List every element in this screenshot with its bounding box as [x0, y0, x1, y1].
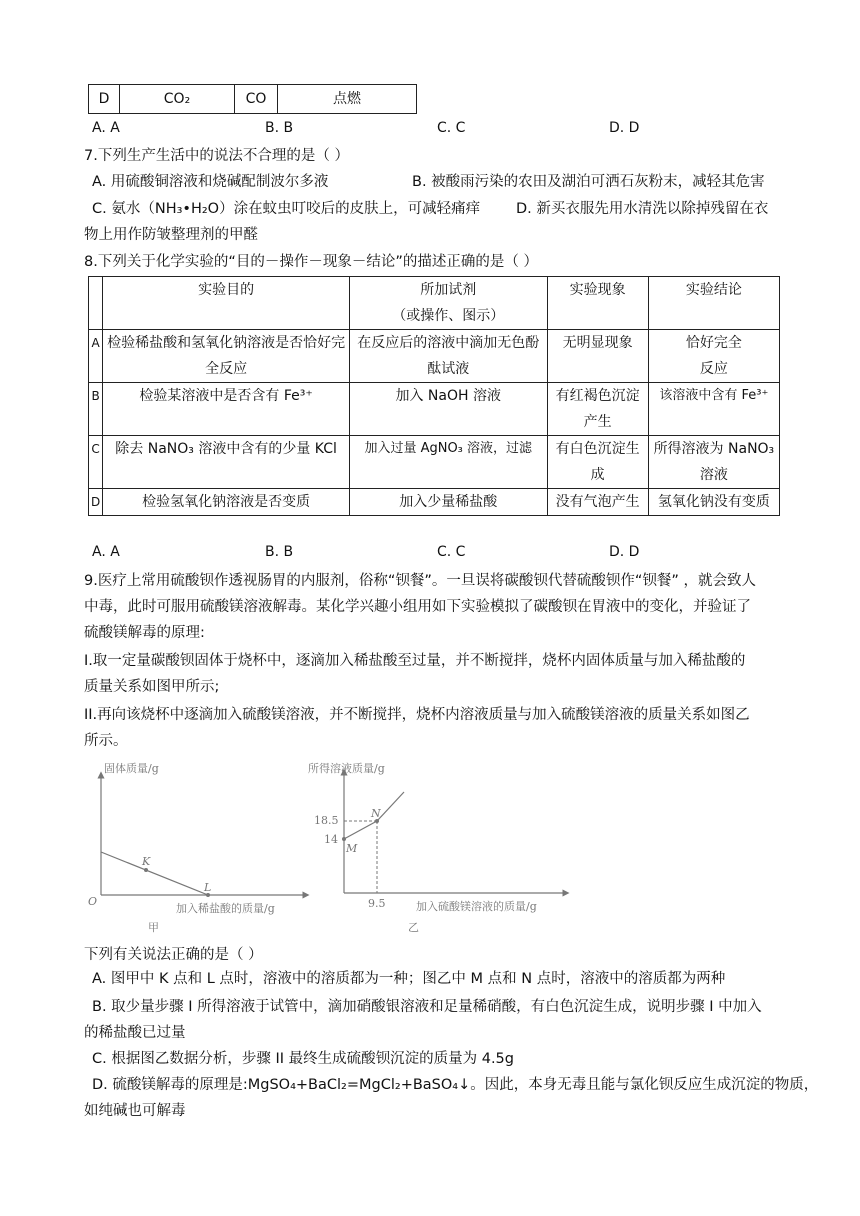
q8-row-reagent: 在反应后的溶液中滴加无色酚酞试液 — [349, 330, 547, 383]
q8-header-row — [89, 277, 780, 330]
q8-header-purpose: 实验目的 — [103, 277, 350, 330]
q7-option-a: A. 用硫酸铜溶液和烧碱配制波尔多液 — [92, 174, 329, 190]
q9-step2-b: 所示。 — [84, 733, 128, 749]
q8-row-label: B — [89, 383, 103, 436]
chart-yi-ytick-14: 14 — [324, 833, 338, 846]
chart-yi-series-line-1 — [344, 821, 377, 839]
chart-yi-xtick-9-5: 9.5 — [368, 897, 386, 910]
chart-yi-ylabel: 所得溶液质量/g — [308, 762, 385, 775]
chart-jia-xlabel: 加入稀盐酸的质量/g — [176, 902, 275, 915]
top-table-col2: CO₂ — [120, 85, 235, 114]
chart-yi-caption: 乙 — [408, 921, 419, 934]
q8-row-conclusion: 所得溶液为 NaNO₃溶液 — [648, 436, 779, 489]
chart-jia-point-k — [144, 868, 148, 872]
q9-option-b: B. 取少量步骤 I 所得溶液于试管中，滴加硝酸银溶液和足量稀硝酸，有白色沉淀生成，说明步骤 I 中加入 — [92, 999, 762, 1015]
chart-yi-ytick-18-5: 18.5 — [314, 814, 339, 827]
q6-option-a: A. A — [92, 120, 120, 136]
q8-row-label: C — [89, 436, 103, 489]
q8-row-conclusion: 氢氧化钠没有变质 — [648, 489, 779, 516]
q9-step2-a: II.再向该烧杯中逐滴加入硫酸镁溶液，并不断搅拌，烧杯内溶液质量与加入硫酸镁溶液的质量关系如图乙 — [84, 707, 750, 723]
q8-row-conclusion: 该溶液中含有 Fe³⁺ — [648, 383, 779, 436]
q8-row-conclusion: 恰好完全 反应 — [648, 330, 779, 383]
q8-row-purpose: 检验氢氧化钠溶液是否变质 — [103, 489, 350, 516]
chart-yi-xlabel: 加入硫酸镁溶液的质量/g — [416, 900, 537, 913]
q8-row-d — [89, 489, 780, 516]
q8-option-d: D. D — [609, 544, 640, 560]
q8-header-conclusion: 实验结论 — [648, 277, 779, 330]
q8-row-label: D — [89, 489, 103, 516]
q9-option-b-cont: 的稀盐酸已过量 — [84, 1025, 186, 1041]
q8-row-c — [89, 436, 780, 489]
q9-option-a: A. 图甲中 K 点和 L 点时，溶液中的溶质都为一种；图乙中 M 点和 N 点时，溶液中的溶质都为两种 — [92, 971, 726, 987]
q6-option-c: C. C — [437, 120, 466, 136]
q7-option-b: B. 被酸雨污染的农田及湖泊可洒石灰粉末，减轻其危害 — [412, 174, 765, 190]
q7-option-d-cont: 物上用作防皱整理剂的甲醛 — [84, 227, 258, 243]
q8-header-phenomenon: 实验现象 — [547, 277, 648, 330]
q8-row-purpose: 检验稀盐酸和氢氧化钠溶液是否恰好完全反应 — [103, 330, 350, 383]
q9-paragraph-1: 9.医疗上常用硫酸钡作透视肠胃的内服剂，俗称“钡餐”。一旦误将碳酸钡代替硫酸钡作“钡餐” ，就会致人 — [84, 573, 756, 589]
q8-row-phenomenon: 没有气泡产生 — [547, 489, 648, 516]
chart-jia-label-l: L — [204, 881, 212, 894]
q8-row-phenomenon: 有白色沉淀生成 — [547, 436, 648, 489]
q8-row-label: A — [89, 330, 103, 383]
chart-yi-label-n: N — [371, 807, 381, 820]
q8-row-reagent: 加入过量 AgNO₃ 溶液，过滤 — [349, 436, 547, 489]
chart-jia-label-k: K — [142, 855, 151, 868]
q8-row-phenomenon: 无明显现象 — [547, 330, 648, 383]
chart-jia-ylabel: 固体质量/g — [104, 762, 159, 775]
q8-option-b: B. B — [265, 544, 294, 560]
q9-step1-a: I.取一定量碳酸钡固体于烧杯中，逐滴加入稀盐酸至过量，并不断搅拌，烧杯内固体质量与加入稀盐酸的 — [84, 653, 746, 669]
q8-option-c: C. C — [437, 544, 466, 560]
chart-jia-caption: 甲 — [148, 921, 159, 934]
q9-option-c: C. 根据图乙数据分析，步骤 II 最终生成硫酸钡沉淀的质量为 4.5g — [92, 1051, 514, 1067]
q8-table — [88, 276, 780, 516]
q9-step1-b: 质量关系如图甲所示; — [84, 679, 220, 695]
chart-jia-origin: O — [88, 895, 98, 908]
q8-row-purpose: 除去 NaNO₃ 溶液中含有的少量 KCl — [103, 436, 350, 489]
top-table-label: D — [89, 85, 120, 114]
chart-yi — [308, 760, 578, 935]
chart-yi-series-line-2 — [377, 792, 404, 821]
q8-row-b — [89, 383, 780, 436]
top-table — [88, 84, 417, 114]
q8-row-reagent: 加入 NaOH 溶液 — [349, 383, 547, 436]
q7-option-c: C. 氨水（NH₃•H₂O）涂在蚊虫叮咬后的皮肤上，可减轻痛痒 — [92, 201, 481, 217]
chart-jia — [86, 760, 316, 935]
q7-option-d: D. 新买衣服先用水清洗以除掉残留在衣 — [516, 201, 769, 217]
q6-option-d: D. D — [609, 120, 640, 136]
q9-paragraph-3: 硫酸镁解毒的原理: — [84, 625, 205, 641]
q9-option-d-cont: 如纯碱也可解毒 — [84, 1103, 186, 1119]
q8-header-blank — [89, 277, 103, 330]
q8-stem: 8.下列关于化学实验的“目的－操作－现象－结论”的描述正确的是（ ） — [84, 254, 538, 270]
q8-row-reagent: 加入少量稀盐酸 — [349, 489, 547, 516]
q7-stem: 7.下列生产生活中的说法不合理的是（ ） — [84, 148, 349, 164]
q9-option-d: D. 硫酸镁解毒的原理是:MgSO₄+BaCl₂=MgCl₂+BaSO₄↓。因此，本身无毒且能与氯化钡反应生成沉淀的物质， — [92, 1077, 819, 1093]
chart-yi-point-m — [342, 837, 346, 841]
q8-row-purpose: 检验某溶液中是否含有 Fe³⁺ — [103, 383, 350, 436]
q9-question: 下列有关说法正确的是（ ） — [84, 947, 263, 963]
q8-header-reagent: 所加试剂 （或操作、图示） — [349, 277, 547, 330]
q8-row-a — [89, 330, 780, 383]
top-table-col3: CO — [235, 85, 278, 114]
chart-jia-series-line — [101, 852, 208, 895]
q6-option-b: B. B — [265, 120, 294, 136]
q9-paragraph-2: 中毒，此时可服用硫酸镁溶液解毒。某化学兴趣小组用如下实验模拟了碳酸钡在胃液中的变化，并验证了 — [84, 599, 751, 615]
top-table-col4: 点燃 — [278, 85, 417, 114]
chart-yi-label-m: M — [346, 842, 358, 855]
q8-option-a: A. A — [92, 544, 120, 560]
q8-row-phenomenon: 有红褐色沉淀产生 — [547, 383, 648, 436]
